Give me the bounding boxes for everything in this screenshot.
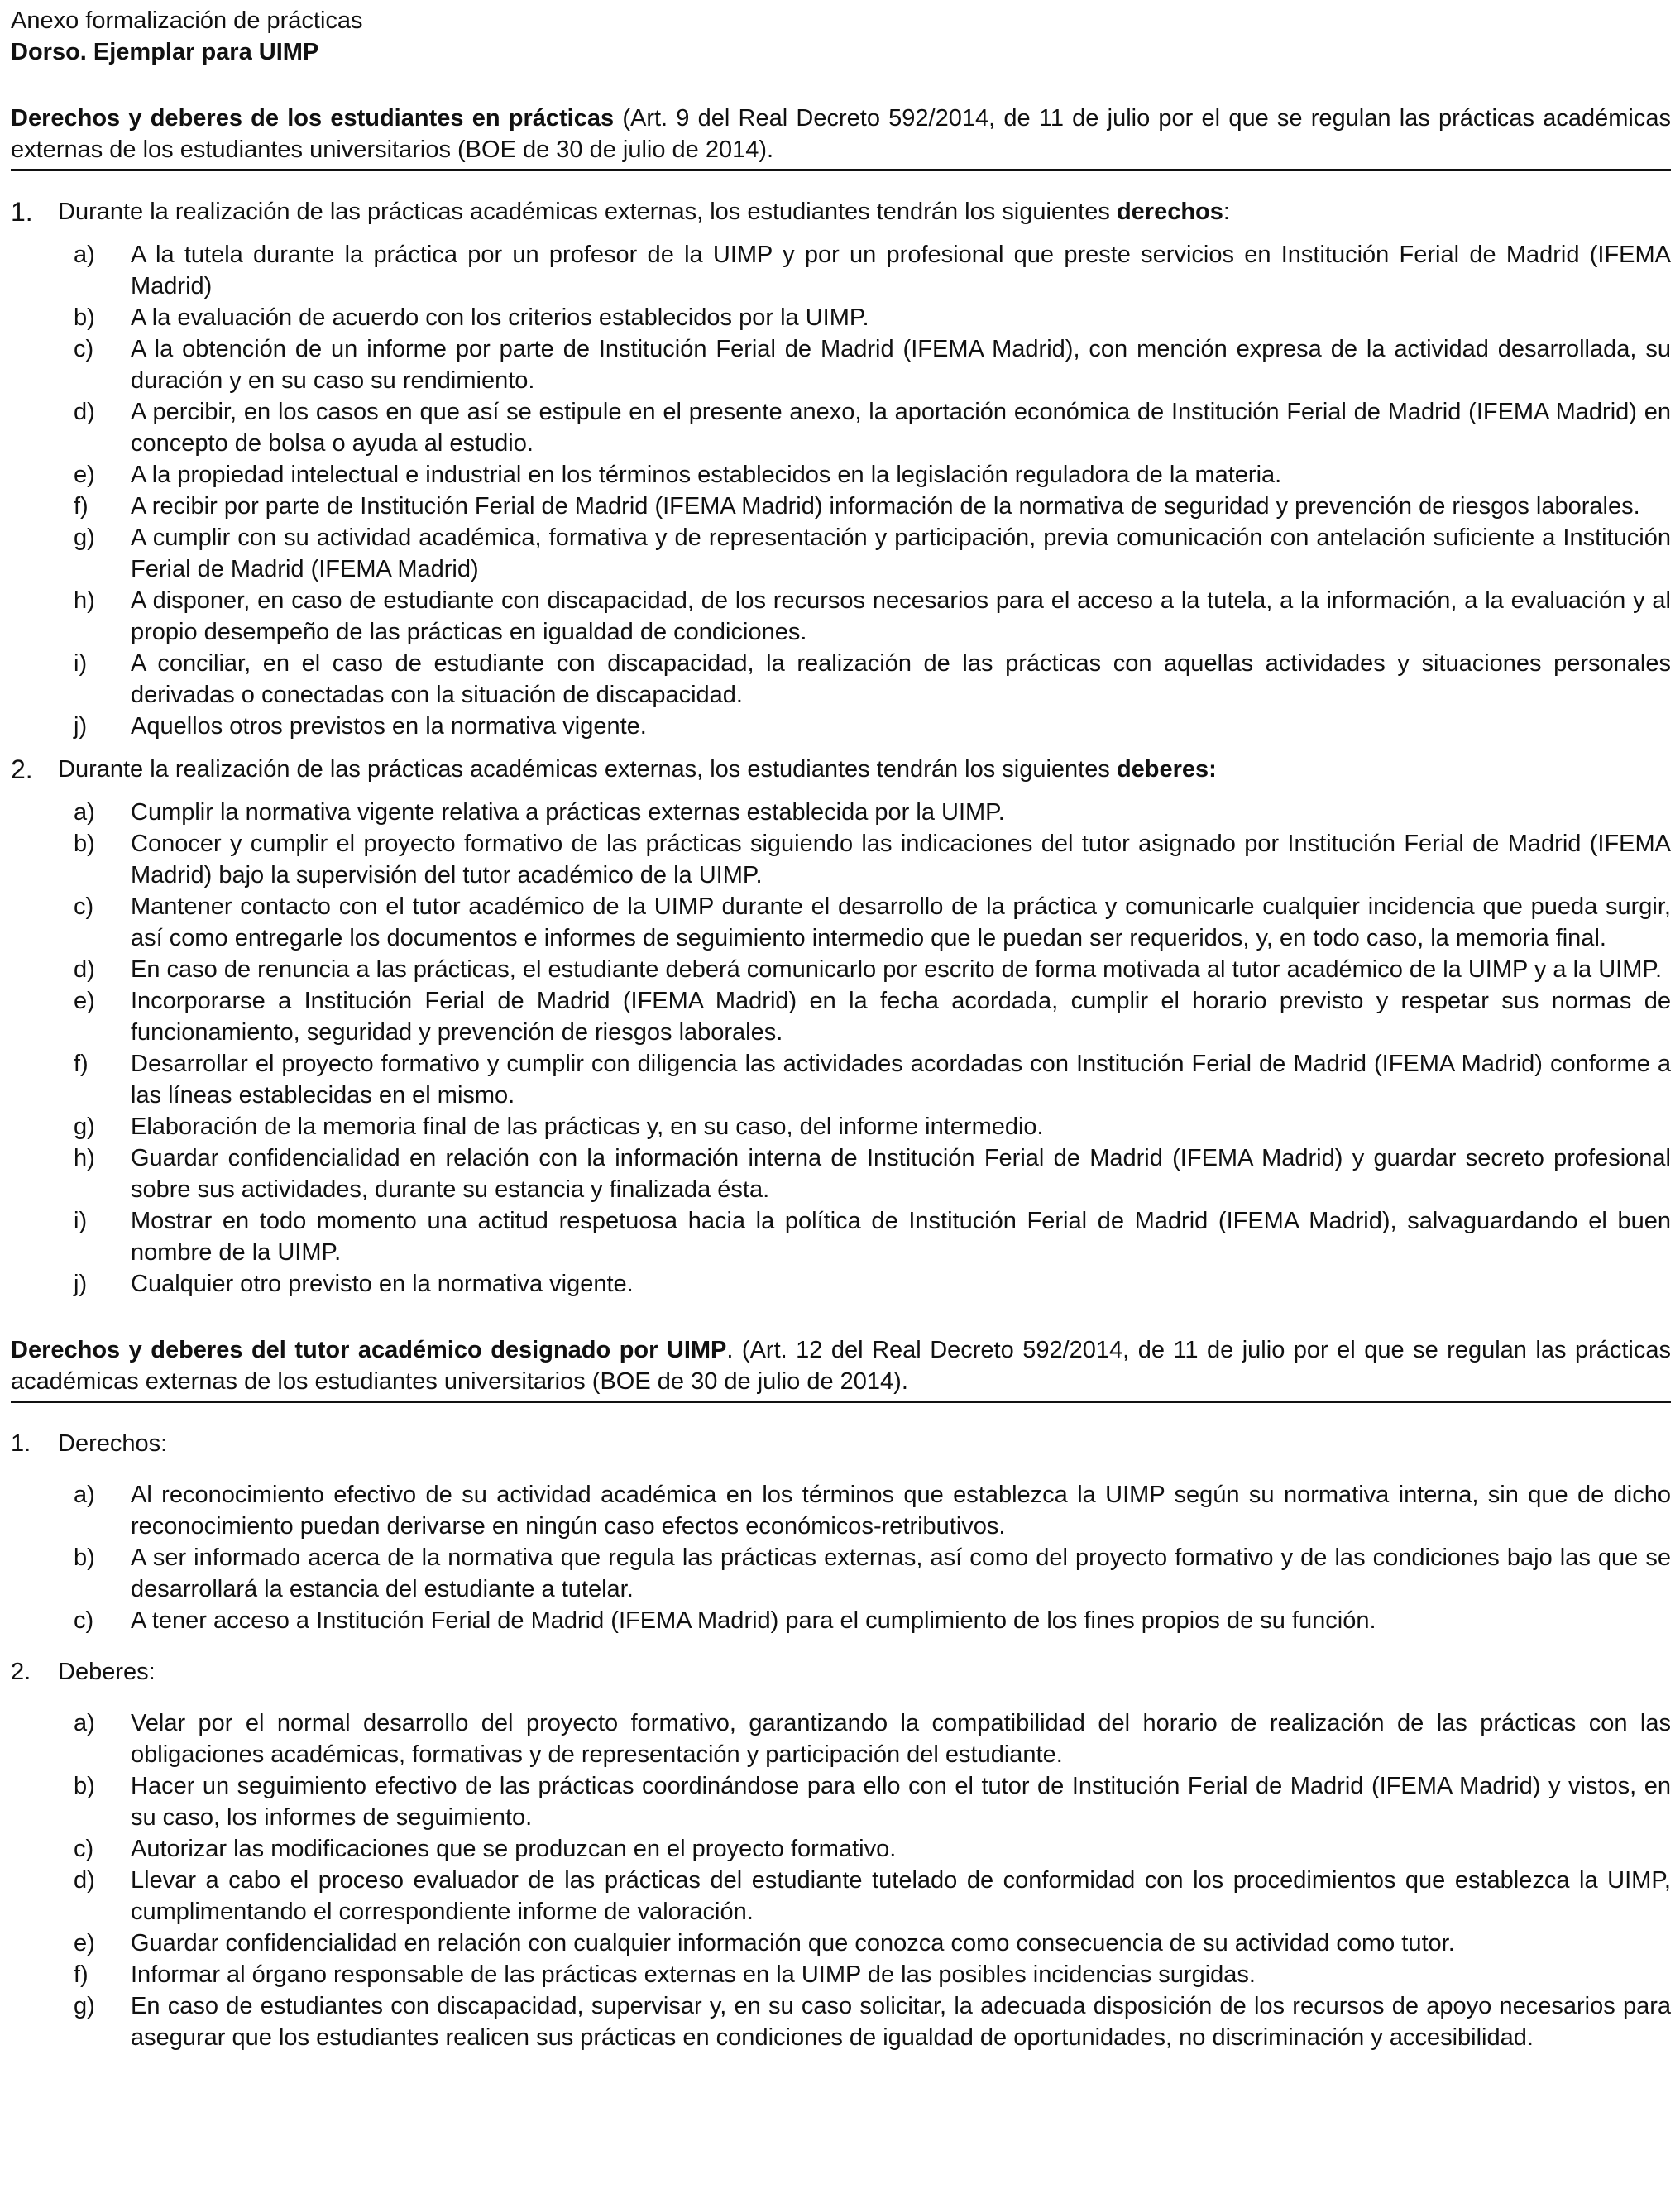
list-item [11,828,1671,891]
list-item [11,1833,1671,1865]
list-item-text: Al reconocimiento efectivo de su actividad académica en los términos que establezca la UIMP según su normativa interna, sin que de dicho reconocimiento puedan derivarse en ningún caso efectos económicos-retributivos. [131,1482,1671,1540]
tutor-section-title-reference: . (Art. 12 del Real Decreto 592/2014, de 11 de julio por el que se regulan las prácticas académicas externas de los estudiantes universitarios (BOE de 30 de julio de 2014). [11,1337,1671,1395]
list-item-text: Guardar confidencialidad en relación con la información interna de Institución Ferial de Madrid (IFEMA Madrid) y guardar secreto profesional sobre sus actividades, durante su estancia y finalizada ésta. [131,1145,1671,1203]
list-item [11,797,1671,828]
list-item-letter: f) [74,1051,89,1077]
document-header-subtitle: Dorso. Ejemplar para UIMP [11,39,319,65]
list-item-text: Incorporarse a Institución Ferial de Madrid (IFEMA Madrid) en la fecha acordada, cumplir el horario previsto y respetar sus normas de funcionamiento, seguridad y prevención de riesgos laborales. [131,988,1671,1046]
tutor-rights-number: 1. [11,1430,31,1457]
list-item-text: A la evaluación de acuerdo con los criterios establecidos por la UIMP. [131,304,869,331]
list-item-letter: b) [74,1773,95,1799]
list-item-text: Guardar confidencialidad en relación con cualquier información que conozca como consecuencia de su actividad como tutor. [131,1930,1455,1956]
list-item-letter: a) [74,1482,95,1508]
list-item [11,954,1671,985]
list-item [11,1111,1671,1142]
students-section-title-reference: (Art. 9 del Real Decreto 592/2014, de 11 de julio por el que se regulan las prácticas académicas externas de los estudiantes universitarios (BOE de 30 de julio de 2014). [11,105,1671,163]
document-header-title: Anexo formalización de prácticas [11,7,363,34]
students-duties-list [11,797,1671,1300]
students-duties-intro: Durante la realización de las prácticas académicas externas, los estudiantes tendrán los siguientes [58,756,1117,783]
list-item-text: A la tutela durante la práctica por un profesor de la UIMP y por un profesional que preste servicios en Institución Ferial de Madrid (IFEMA Madrid) [131,242,1671,299]
list-item-letter: d) [74,1867,95,1894]
list-item-letter: e) [74,988,95,1014]
list-item-text: A cumplir con su actividad académica, formativa y de representación y participación, previa comunicación con antelación suficiente a Institución Ferial de Madrid (IFEMA Madrid) [131,524,1671,582]
list-item-letter: b) [74,304,95,331]
list-item [11,1928,1671,1959]
students-rights-keyword: derechos [1116,199,1223,225]
list-item-text: Cualquier otro previsto en la normativa vigente. [131,1271,634,1297]
tutor-duties-list [11,1707,1671,2053]
list-item-letter: a) [74,242,95,268]
list-item [11,1542,1671,1605]
list-item [11,1770,1671,1833]
list-item-text: Informar al órgano responsable de las prácticas externas en la UIMP de las posibles incidencias surgidas. [131,1961,1256,1988]
list-item [11,711,1671,742]
list-item-letter: g) [74,1993,95,2019]
list-item-text: Autorizar las modificaciones que se produzcan en el proyecto formativo. [131,1836,897,1862]
list-item-letter: h) [74,1145,95,1171]
list-item [11,1142,1671,1205]
list-item-letter: d) [74,956,95,983]
list-item [11,459,1671,491]
list-item-letter: h) [74,587,95,614]
list-item-text: Mostrar en todo momento una actitud respetuosa hacia la política de Institución Ferial de Madrid (IFEMA Madrid), salvaguardando el buen nombre de la UIMP. [131,1208,1671,1266]
students-duties-keyword: deberes: [1116,756,1217,783]
list-item-letter: c) [74,1836,94,1862]
list-item [11,1048,1671,1111]
list-item-letter: d) [74,399,95,425]
list-item-text: En caso de estudiantes con discapacidad, supervisar y, en su caso solicitar, la adecuada disposición de los recursos de apoyo necesarios para asegurar que los estudiantes realicen sus prácticas en condiciones de igualdad de oportunidades, no discriminación y accesibilidad. [131,1993,1671,2051]
list-item-letter: i) [74,1208,88,1234]
tutor-duties-number: 2. [11,1659,31,1685]
list-item [11,302,1671,333]
tutor-section-title [11,1334,1671,1397]
document-page [11,5,1671,2053]
list-item [11,585,1671,648]
list-item-letter: b) [74,1544,95,1571]
list-item [11,239,1671,302]
tutor-rights-label: Derechos: [58,1430,168,1457]
list-item-text: A la propiedad intelectual e industrial en los términos establecidos en la legislación reguladora de la materia. [131,462,1282,488]
students-rights-heading [11,196,1671,227]
list-item-letter: j) [74,713,88,740]
list-item-text: Conocer y cumplir el proyecto formativo de las prácticas siguiendo las indicaciones del tutor asignado por Institución Ferial de Madrid (IFEMA Madrid) bajo la supervisión del tutor académico de la UIMP. [131,831,1671,888]
list-item [11,333,1671,396]
list-item-text: Desarrollar el proyecto formativo y cumplir con diligencia las actividades acordadas con Institución Ferial de Madrid (IFEMA Madrid) conforme a las líneas establecidas en el mismo. [131,1051,1671,1109]
list-item [11,985,1671,1048]
tutor-duties-heading [11,1656,1671,1688]
list-item-text: A tener acceso a Institución Ferial de Madrid (IFEMA Madrid) para el cumplimiento de los fines propios de su función. [131,1607,1376,1634]
list-item-letter: a) [74,799,95,826]
list-item [11,522,1671,585]
list-item-text: Llevar a cabo el proceso evaluador de las prácticas del estudiante tutelado de conformidad con los procedimientos que establezca la UIMP, cumplimentando el correspondiente informe de valoración. [131,1867,1671,1925]
tutor-rights-heading [11,1428,1671,1459]
list-item-letter: g) [74,524,95,551]
students-duties-number: 2. [11,754,33,784]
students-section-title [11,103,1671,165]
list-item-letter: c) [74,336,94,362]
list-item-text: Hacer un seguimiento efectivo de las prácticas coordinándose para ello con el tutor de Institución Ferial de Madrid (IFEMA Madrid) y vistos, en su caso, los informes de seguimiento. [131,1773,1671,1831]
list-item-letter: g) [74,1113,95,1140]
list-item-letter: i) [74,650,88,677]
list-item-letter: e) [74,462,95,488]
list-item [11,491,1671,522]
list-item [11,1707,1671,1770]
students-rights-number: 1. [11,197,33,227]
list-item-text: Elaboración de la memoria final de las prácticas y, en su caso, del informe intermedio. [131,1113,1044,1140]
list-item-text: Mantener contacto con el tutor académico de la UIMP durante el desarrollo de la práctica y comunicarle cualquier incidencia que pueda surgir, así como entregarle los documentos e informes de seguimiento intermedio que le puedan ser requeridos, y, en todo caso, la memoria final. [131,893,1671,951]
list-item-text: A percibir, en los casos en que así se estipule en el presente anexo, la aportación económica de Institución Ferial de Madrid (IFEMA Madrid) en concepto de bolsa o ayuda al estudio. [131,399,1671,457]
list-item-letter: b) [74,831,95,857]
list-item-text: Velar por el normal desarrollo del proyecto formativo, garantizando la compatibilidad del horario de realización de las prácticas con las obligaciones académicas, formativas y de representación y participación del estudiante. [131,1710,1671,1768]
list-item [11,1479,1671,1542]
list-item-text: En caso de renuncia a las prácticas, el estudiante deberá comunicarlo por escrito de forma motivada al tutor académico de la UIMP y a la UIMP. [131,956,1663,983]
list-item [11,396,1671,459]
list-item-text: A la obtención de un informe por parte de Institución Ferial de Madrid (IFEMA Madrid), con mención expresa de la actividad desarrollada, su duración y en su caso su rendimiento. [131,336,1671,394]
list-item-letter: c) [74,1607,94,1634]
list-item [11,1268,1671,1300]
list-item-text: A recibir por parte de Institución Ferial de Madrid (IFEMA Madrid) información de la normativa de seguridad y prevención de riesgos laborales. [131,493,1640,520]
tutor-section-title-bold: Derechos y deberes del tutor académico designado por UIMP [11,1337,727,1363]
list-item-letter: j) [74,1271,88,1297]
tutor-rights-list [11,1479,1671,1636]
list-item-text: A conciliar, en el caso de estudiante con discapacidad, la realización de las prácticas con aquellas actividades y situaciones personales derivadas o conectadas con la situación de discapacidad. [131,650,1671,708]
students-rights-list [11,239,1671,742]
section-divider [11,169,1671,171]
list-item-text: A ser informado acerca de la normativa que regula las prácticas externas, así como del proyecto formativo y de las condiciones bajo las que se desarrollará la estancia del estudiante a tutelar. [131,1544,1671,1602]
list-item-text: Cumplir la normativa vigente relativa a prácticas externas establecida por la UIMP. [131,799,1005,826]
students-duties-heading [11,754,1671,785]
list-item [11,1205,1671,1268]
students-section-title-bold: Derechos y deberes de los estudiantes en prácticas [11,105,615,132]
list-item-letter: a) [74,1710,95,1736]
list-item [11,891,1671,954]
students-rights-intro: Durante la realización de las prácticas académicas externas, los estudiantes tendrán los siguientes [58,199,1117,225]
list-item-letter: f) [74,1961,89,1988]
list-item [11,1990,1671,2053]
list-item-letter: e) [74,1930,95,1956]
list-item [11,1959,1671,1990]
students-rights-colon: : [1223,199,1230,225]
list-item-text: Aquellos otros previstos en la normativa vigente. [131,713,647,740]
list-item-text: A disponer, en caso de estudiante con discapacidad, de los recursos necesarios para el acceso a la tutela, a la información, a la evaluación y al propio desempeño de las prácticas en igualdad de condiciones. [131,587,1671,645]
list-item [11,648,1671,711]
list-item [11,1865,1671,1928]
tutor-duties-label: Deberes: [58,1659,156,1685]
list-item [11,1605,1671,1636]
list-item-letter: f) [74,493,89,520]
list-item-letter: c) [74,893,94,920]
section-divider [11,1401,1671,1403]
